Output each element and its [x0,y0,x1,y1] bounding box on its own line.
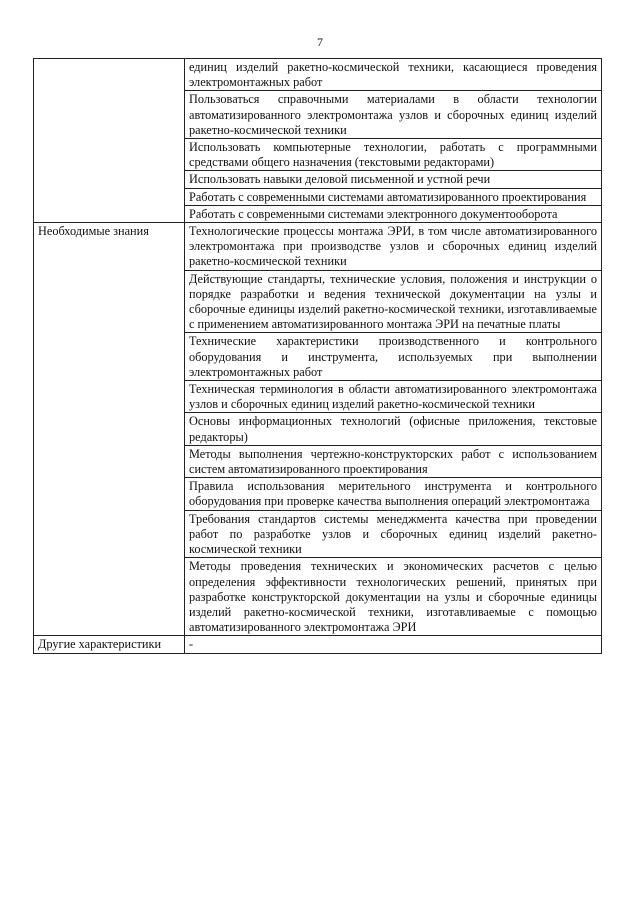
skill-item: Использовать навыки деловой письменной и устной речи [185,171,602,188]
table-row [34,59,602,91]
knowledge-item: Технические характеристики производственного и контрольного оборудования и инструмента, используемых при выполнении электромонтажных работ [185,333,602,381]
knowledge-item: Методы проведения технических и экономических расчетов с целью определения эффективности технологических решений, принятых при разработке конструкторской документации на узлы и сборочные единицы изделий ракетно-космической техники, изготавливаемые с помощью автоматизированного электромонтажа ЭРИ [185,558,602,636]
table-row [34,223,602,271]
page-number: 7 [317,35,323,49]
skill-item: Работать с современными системами автоматизированного проектирования [185,188,602,205]
skill-item: единиц изделий ракетно-космической техники, касающиеся проведения электромонтажных работ [185,59,602,91]
knowledge-item: Правила использования мерительного инструмента и контрольного оборудования при проверке качества выполнения операций электромонтажа [185,478,602,510]
knowledge-item: Технологические процессы монтажа ЭРИ, в том числе автоматизированного электромонтажа при производстве узлов и сборочных единиц изделий ракетно-космической техники [185,223,602,271]
skill-item: Пользоваться справочными материалами в области технологии автоматизированного электромонтажа узлов и сборочных единиц изделий ракетно-космической техники [185,91,602,139]
knowledge-item: Требования стандартов системы менеджмента качества при проведении работ по разработке узлов и сборочных единиц изделий ракетно-космической техники [185,510,602,558]
knowledge-item: Действующие стандарты, технические условия, положения и инструкции о порядке разработки и ведения технической документации на узлы и сборочные единицы изделий ракетно-космической техники, изготавливаемые с применением автоматизированного монтажа ЭРИ на печатные платы [185,270,602,333]
section-label-knowledge: Необходимые знания [34,223,185,636]
section-label-continued [34,59,185,223]
knowledge-item: Техническая терминология в области автоматизированного электромонтажа узлов и сборочных единиц изделий ракетно-космической техники [185,381,602,413]
section-label-other: Другие характеристики [34,636,185,653]
table-row [34,636,602,653]
knowledge-item: Методы выполнения чертежно-конструкторских работ с использованием систем автоматизированного проектирования [185,445,602,477]
knowledge-item: Основы информационных технологий (офисные приложения, текстовые редакторы) [185,413,602,445]
qualification-table [33,58,602,654]
skill-item: Использовать компьютерные технологии, работать с программными средствами общего назначения (текстовыми редакторами) [185,139,602,171]
other-item: - [185,636,602,653]
skill-item: Работать с современными системами электронного документооборота [185,205,602,222]
